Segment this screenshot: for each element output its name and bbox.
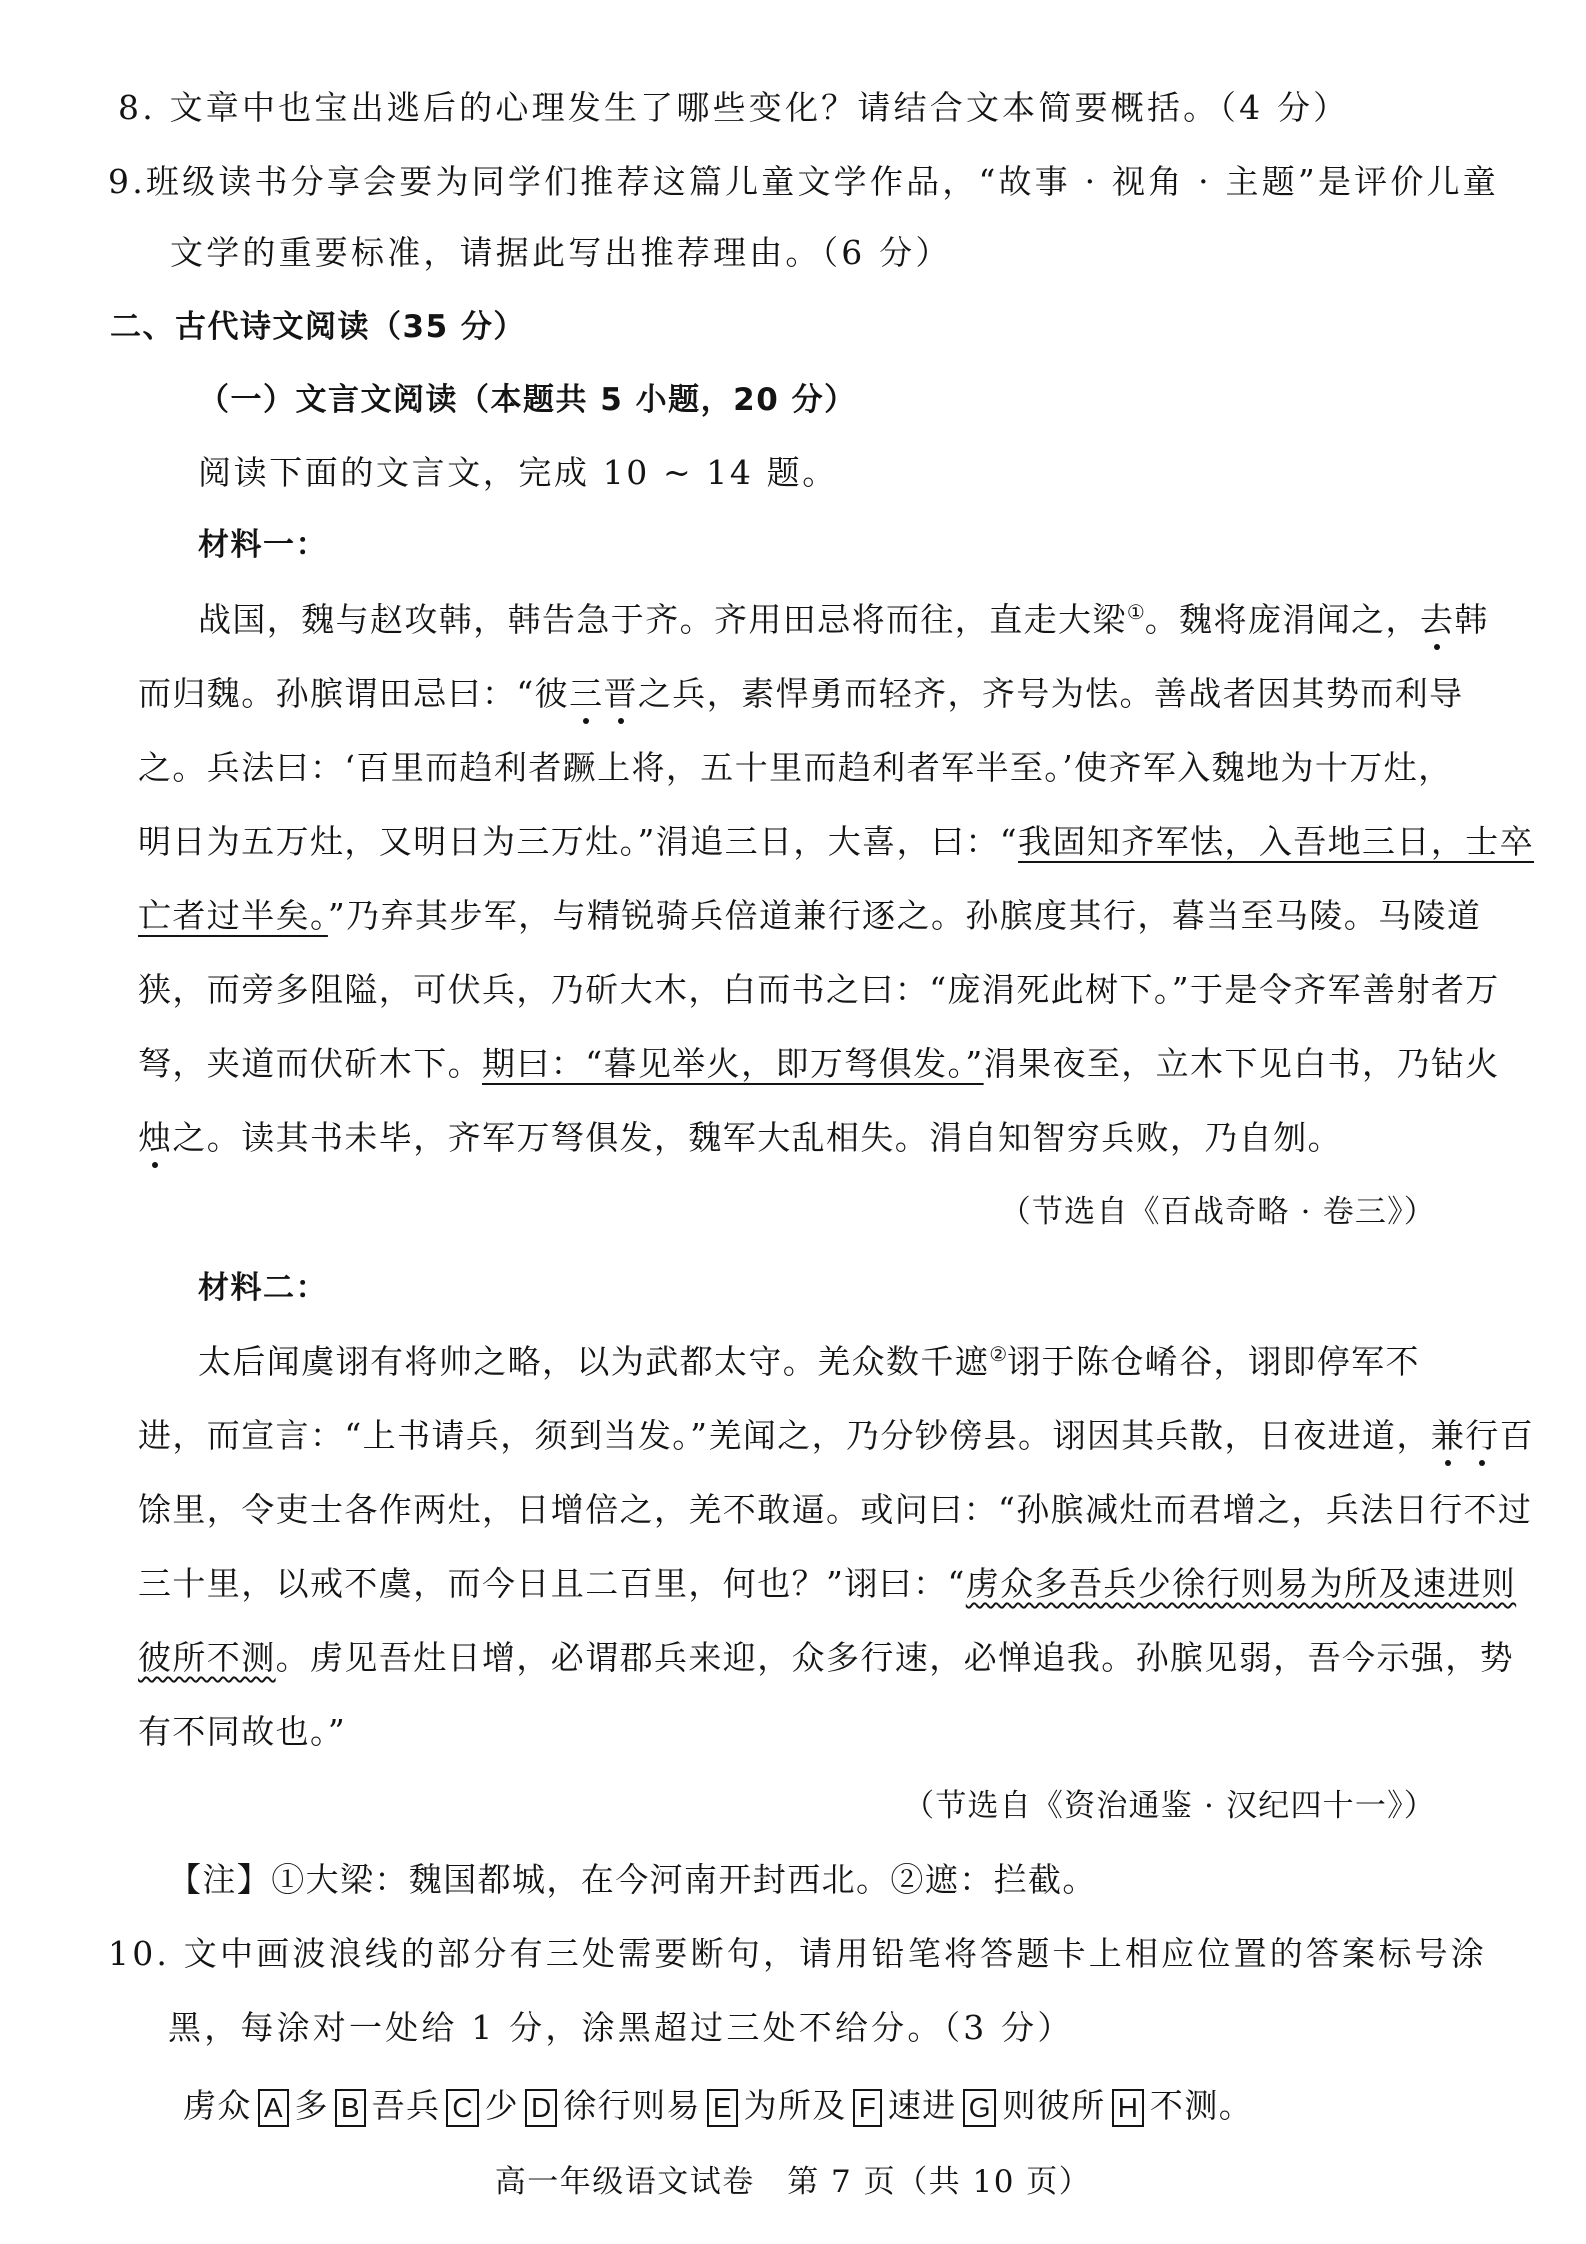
footnotes: 【注】①大梁：魏国都城，在今河南开封西北。②遮：拦截。 [168,1860,1097,1899]
material-1-line-1: 战国，魏与赵攻韩，韩告急于齐。齐用田忌将而往，直走大梁①。魏将庞涓闻之，去韩 [198,600,1489,639]
material-2-source: （节选自《资治通鉴 · 汉纪四十一》） [903,1788,1436,1824]
wavy-underlined-sentence: 彼所不测 [138,1638,276,1677]
material-2-label: 材料二： [198,1270,328,1306]
material-1-line-2: 而归魏。孙膑谓田忌曰：“彼三晋之兵，素悍勇而轻齐，齐号为怯。善战者因其势而利导 [138,674,1464,713]
material-1-line-7: 弩，夹道而伏斫木下。期曰：“暮见举火，即万弩俱发。”涓果夜至，立木下见白书，乃钻火 [138,1044,1500,1083]
underlined-sentence: 我固知齐军怯，入吾地三日，士卒 [1018,822,1535,861]
answer-box-a[interactable]: A [258,2089,289,2127]
question-10-line-2: 黑，每涂对一处给 1 分，涂黑超过三处不给分。（3 分） [168,2008,1074,2047]
material-1-source: （节选自《百战奇略 · 卷三》） [999,1194,1436,1230]
footnote-marker-1: ① [1126,600,1145,624]
answer-box-d[interactable]: D [525,2089,557,2127]
material-2-line-4: 三十里，以戒不虞，而今日且二百里，何也？”诩曰：“虏众多吾兵少徐行则易为所及速进则 [138,1564,1517,1603]
material-2-line-5: 彼所不测。虏见吾灶日增，必谓郡兵来迎，众多行速，必惮追我。孙膑见弱，吾今示强，势 [138,1638,1515,1677]
material-1-label: 材料一： [198,527,328,563]
wavy-underlined-sentence: 虏众多吾兵少徐行则易为所及速进则 [965,1564,1517,1603]
answer-box-g[interactable]: G [963,2089,997,2127]
material-2-line-1: 太后闻虞诩有将帅之略，以为武都太守。羌众数千遮②诩于陈仓崤谷，诩即停军不 [198,1342,1420,1381]
page-footer: 高一年级语文试卷 第 7 页（共 10 页） [494,2164,1092,2200]
material-1-line-6: 狭，而旁多阻隘，可伏兵，乃斫大木，白而书之曰：“庞涓死此树下。”于是令齐军善射者万 [138,970,1500,1009]
underlined-sentence: 亡者过半矣。 [138,896,328,935]
dotted-char: 去 [1419,600,1455,639]
answer-box-f[interactable]: F [853,2089,882,2127]
material-1-line-8: 烛之。读其书未毕，齐军万弩俱发，魏军大乱相失。涓自知智穷兵败，乃自刎。 [138,1118,1343,1157]
underlined-sentence: 期曰：“暮见举火，即万弩俱发。” [482,1044,984,1083]
material-1-line-5: 亡者过半矣。”乃弃其步军，与精锐骑兵倍道兼行逐之。孙膑度其行，暮当至马陵。马陵道 [138,896,1482,935]
answer-box-b[interactable]: B [335,2089,366,2127]
material-2-line-6: 有不同故也。” [138,1712,347,1751]
dotted-char: 兼 [1430,1416,1466,1455]
answer-box-c[interactable]: C [446,2089,478,2127]
dotted-char: 三 [569,674,604,713]
answer-sentence: 虏众 A 多 B 吾兵 C 少 D 徐行则易 E 为所及 F 速进 G 则彼所 H 不测。 [183,2086,1254,2125]
reading-instruction: 阅读下面的文言文，完成 10 ~ 14 题。 [198,453,838,492]
answer-box-e[interactable]: E [707,2089,738,2127]
material-1-line-3: 之。兵法曰：‘百里而趋利者蹶上将，五十里而趋利者军半至。’使齐军入魏地为十万灶， [138,748,1453,787]
answer-box-h[interactable]: H [1112,2089,1144,2127]
material-2-line-2: 进，而宣言：“上书请兵，须到当发。”羌闻之，乃分钞傍县。诩因其兵散，日夜进道，兼行百 [138,1416,1535,1455]
question-8: 8. 文章中也宝出逃后的心理发生了哪些变化？请结合文本简要概括。（4 分） [118,88,1350,127]
material-1-line-4: 明日为五万灶，又明日为三万灶。”涓追三日，大喜，曰：“我固知齐军怯，入吾地三日，士卒 [138,822,1535,861]
question-9-line-1: 9.班级读书分享会要为同学们推荐这篇儿童文学作品，“故事 · 视角 · 主题”是评价儿童 [108,162,1499,201]
section-title: 二、古代诗文阅读（35 分） [110,309,526,345]
question-9-line-2: 文学的重要标准，请据此写出推荐理由。（6 分） [170,233,952,272]
material-2-line-3: 馀里，令吏士各作两灶，日增倍之，羌不敢逼。或问曰：“孙膑减灶而君增之，兵法日行不过 [138,1490,1533,1529]
dotted-char: 行 [1465,1416,1500,1455]
footnote-marker-2: ② [989,1342,1008,1366]
subsection-title: （一）文言文阅读（本题共 5 小题，20 分） [198,382,857,418]
dotted-char: 晋 [603,674,638,713]
question-10-line-1: 10. 文中画波浪线的部分有三处需要断句，请用铅笔将答题卡上相应位置的答案标号涂 [108,1934,1487,1973]
dotted-char: 烛 [138,1118,173,1157]
